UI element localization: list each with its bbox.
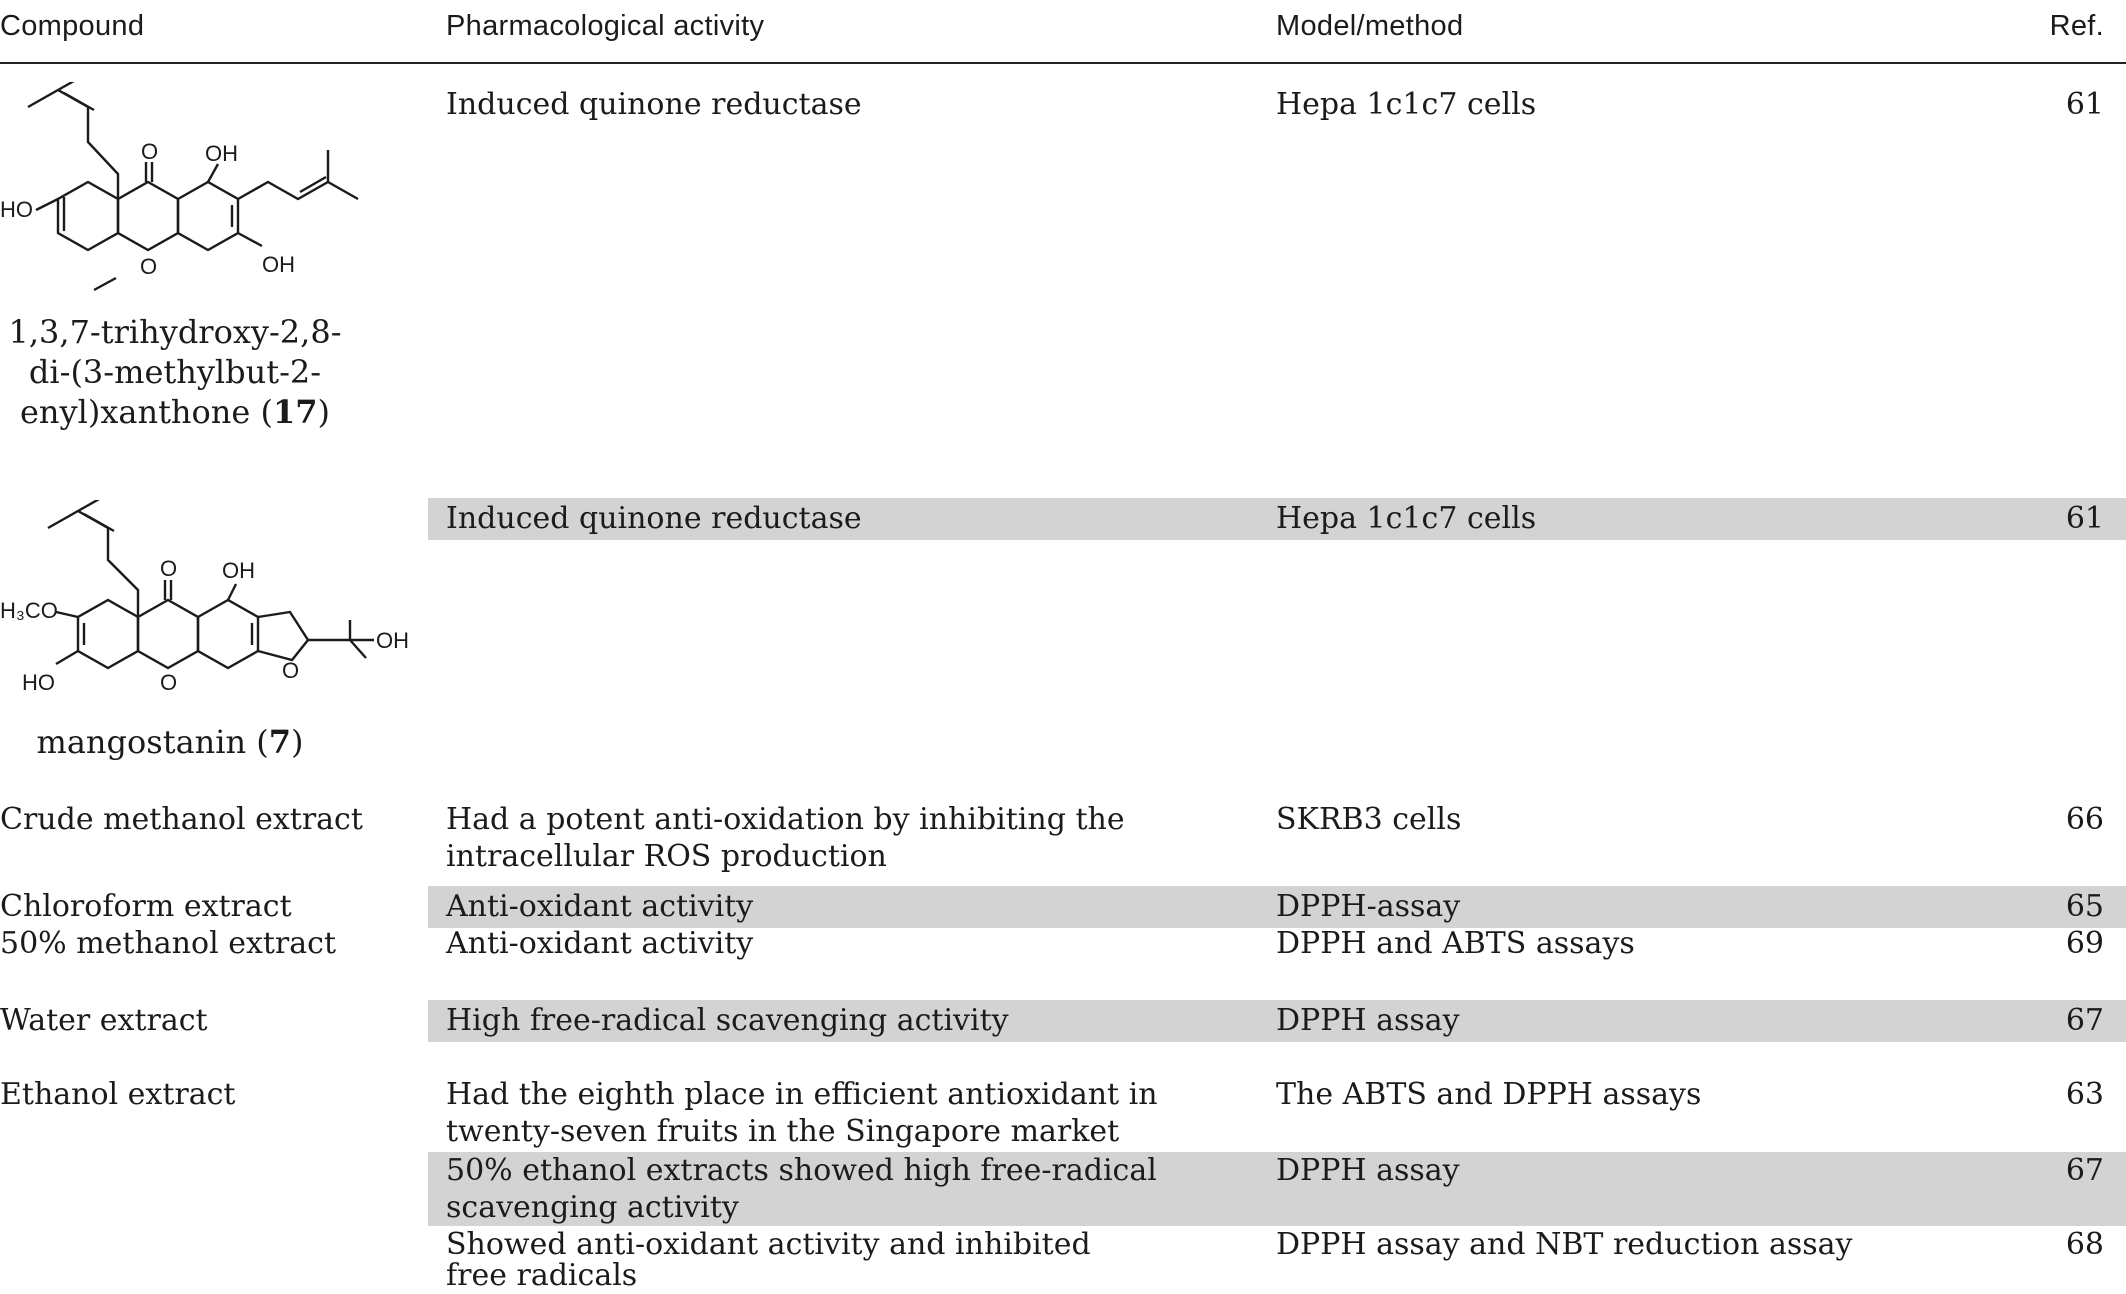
row-1-ref: 61: [2065, 501, 2104, 536]
compound-7-name: mangostanin (7): [36, 723, 304, 761]
header-rule: [0, 62, 2126, 64]
ring-o-label: O: [140, 254, 158, 279]
row-3-activity: Anti-oxidant activity: [446, 889, 754, 924]
row-4-activity: Anti-oxidant activity: [446, 926, 754, 961]
row-6-activity-line1: Had the eighth place in efficient antioxidant in: [446, 1077, 1158, 1112]
compound-7-furan-o-label: O: [282, 658, 300, 683]
row-4-compound: 50% methanol extract: [0, 926, 337, 961]
ho-left-label: HO: [0, 197, 33, 222]
compound-17-name-line3: enyl)xanthone (17): [19, 393, 331, 431]
header-pharmacological-activity: Pharmacological activity: [446, 10, 765, 42]
row-6-compound: Ethanol extract: [0, 1077, 236, 1112]
row-8-model: DPPH assay and NBT reduction assay: [1276, 1227, 1853, 1262]
row-3-compound: Chloroform extract: [0, 889, 292, 924]
compound-7-number: 7: [268, 723, 292, 761]
row-3-ref: 65: [2065, 889, 2104, 924]
compound-7-oh-top-label: OH: [222, 558, 255, 583]
carbonyl-o-label: O: [141, 139, 159, 164]
row-1-activity: Induced quinone reductase: [446, 501, 862, 536]
row-3-model: DPPH-assay: [1276, 889, 1461, 924]
oh-bottom-label: OH: [262, 252, 295, 277]
row-5-activity: High free-radical scavenging activity: [446, 1003, 1009, 1038]
compound-7-ring-o-label: O: [160, 670, 178, 695]
compound-7-oh-right-label: OH: [376, 628, 409, 653]
row-0-model: Hepa 1c1c7 cells: [1276, 87, 1537, 122]
header-model-method: Model/method: [1276, 10, 1464, 42]
row-5-ref: 67: [2065, 1003, 2104, 1038]
row-2-ref: 66: [2065, 802, 2104, 837]
compound-7-carbonyl-o-label: O: [160, 556, 178, 581]
row-2-model: SKRB3 cells: [1276, 802, 1462, 837]
row-6-ref: 63: [2065, 1077, 2104, 1112]
row-8-activity-line1: Showed anti-oxidant activity and inhibited: [446, 1227, 1091, 1262]
row-7-ref: 67: [2065, 1153, 2104, 1188]
row-6-model: The ABTS and DPPH assays: [1276, 1077, 1702, 1112]
row-4-ref: 69: [2065, 926, 2104, 961]
row-0-activity: Induced quinone reductase: [446, 87, 862, 122]
row-7-activity-line1: 50% ethanol extracts showed high free-radical: [446, 1153, 1157, 1188]
oh-top-label: OH: [205, 141, 238, 166]
row-5-model: DPPH assay: [1276, 1003, 1460, 1038]
header-ref: Ref.: [2049, 10, 2104, 42]
row-2-activity-line1: Had a potent anti-oxidation by inhibiting the: [446, 802, 1125, 837]
row-5-compound: Water extract: [0, 1003, 208, 1038]
row-6-activity-line2: twenty-seven fruits in the Singapore market: [446, 1114, 1120, 1149]
row-8-activity-line2: free radicals: [446, 1258, 638, 1293]
h3co-label: H₃CO: [0, 598, 58, 623]
compound-17-name: [0, 312, 350, 432]
row-7-model: DPPH assay: [1276, 1153, 1460, 1188]
compound-17-name-line1: 1,3,7-trihydroxy-2,8-: [8, 313, 342, 351]
compound-17-number: 17: [273, 393, 318, 431]
row-8-ref: 68: [2065, 1227, 2104, 1262]
row-7-activity-line2: scavenging activity: [446, 1190, 739, 1225]
header-compound: Compound: [0, 10, 145, 42]
row-2-activity-line2: intracellular ROS production: [446, 839, 887, 874]
compound-17-name-line2: di-(3-methylbut-2-: [28, 353, 322, 391]
row-2-compound: Crude methanol extract: [0, 802, 363, 837]
row-0-ref: 61: [2065, 87, 2104, 122]
compound-7-ho-bottom-label: HO: [22, 670, 55, 695]
compound-17-structure: [0, 82, 400, 302]
row-1-model: Hepa 1c1c7 cells: [1276, 501, 1537, 536]
row-4-model: DPPH and ABTS assays: [1276, 926, 1635, 961]
compound-7-structure: [0, 500, 420, 710]
